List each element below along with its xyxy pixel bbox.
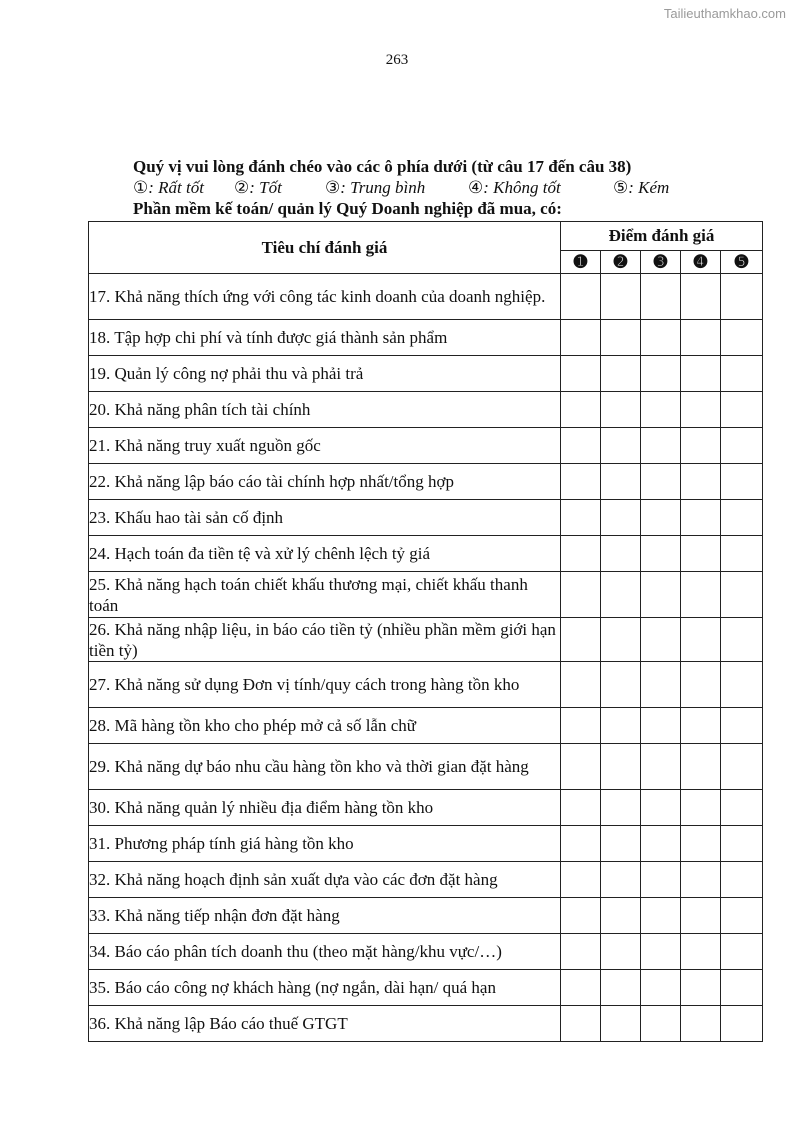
rating-checkbox-3[interactable]	[641, 970, 681, 1006]
rating-checkbox-2[interactable]	[601, 274, 641, 320]
rating-checkbox-2[interactable]	[601, 662, 641, 708]
rating-checkbox-2[interactable]	[601, 392, 641, 428]
rating-checkbox-4[interactable]	[681, 428, 721, 464]
rating-checkbox-2[interactable]	[601, 618, 641, 662]
rating-checkbox-1[interactable]	[561, 708, 601, 744]
rating-checkbox-1[interactable]	[561, 428, 601, 464]
intro-block	[133, 156, 773, 219]
score-col-5: ➎	[721, 251, 763, 274]
rating-checkbox-4[interactable]	[681, 356, 721, 392]
legend-item: ②: Tốt	[234, 178, 282, 197]
criterion-text: 26. Khả năng nhập liệu, in báo cáo tiền tỷ (nhiều phần mềm giới hạn tiền tỷ)	[89, 618, 561, 662]
rating-checkbox-2[interactable]	[601, 744, 641, 790]
criterion-text: 30. Khả năng quản lý nhiều địa điểm hàng tồn kho	[89, 790, 561, 826]
score-col-3: ➌	[641, 251, 681, 274]
rating-checkbox-5[interactable]	[721, 356, 763, 392]
table-row	[89, 970, 763, 1006]
rating-checkbox-4[interactable]	[681, 536, 721, 572]
criterion-text: 36. Khả năng lập Báo cáo thuế GTGT	[89, 1006, 561, 1042]
criterion-text: 28. Mã hàng tồn kho cho phép mở cả số lẫn chữ	[89, 708, 561, 744]
rating-checkbox-1[interactable]	[561, 464, 601, 500]
rating-checkbox-5[interactable]	[721, 500, 763, 536]
rating-checkbox-4[interactable]	[681, 898, 721, 934]
watermark: Tailieuthamkhao.com	[663, 6, 786, 21]
rating-checkbox-4[interactable]	[681, 662, 721, 708]
rating-checkbox-2[interactable]	[601, 898, 641, 934]
section-title: Phần mềm kế toán/ quản lý Quý Doanh nghiệp đã mua, có:	[133, 199, 562, 218]
rating-checkbox-5[interactable]	[721, 274, 763, 320]
table-row	[89, 790, 763, 826]
rating-checkbox-5[interactable]	[721, 392, 763, 428]
table-row	[89, 392, 763, 428]
criterion-text: 32. Khả năng hoạch định sản xuất dựa vào các đơn đặt hàng	[89, 862, 561, 898]
rating-checkbox-3[interactable]	[641, 934, 681, 970]
rating-checkbox-2[interactable]	[601, 536, 641, 572]
rating-legend	[133, 177, 773, 198]
rating-checkbox-3[interactable]	[641, 744, 681, 790]
rating-checkbox-2[interactable]	[601, 572, 641, 618]
rating-checkbox-3[interactable]	[641, 320, 681, 356]
rating-checkbox-4[interactable]	[681, 392, 721, 428]
rating-checkbox-5[interactable]	[721, 572, 763, 618]
rating-checkbox-4[interactable]	[681, 862, 721, 898]
rating-checkbox-5[interactable]	[721, 320, 763, 356]
rating-checkbox-2[interactable]	[601, 862, 641, 898]
rating-checkbox-1[interactable]	[561, 1006, 601, 1042]
table-row	[89, 898, 763, 934]
criterion-text: 24. Hạch toán đa tiền tệ và xử lý chênh lệch tỷ giá	[89, 536, 561, 572]
rating-checkbox-2[interactable]	[601, 934, 641, 970]
rating-checkbox-4[interactable]	[681, 934, 721, 970]
criteria-header: Tiêu chí đánh giá	[89, 222, 561, 274]
score-col-1: ➊	[561, 251, 601, 274]
rating-checkbox-4[interactable]	[681, 1006, 721, 1042]
rating-checkbox-4[interactable]	[681, 826, 721, 862]
rating-checkbox-1[interactable]	[561, 618, 601, 662]
rating-checkbox-3[interactable]	[641, 862, 681, 898]
criterion-text: 17. Khả năng thích ứng với công tác kinh doanh của doanh nghiệp.	[89, 274, 561, 320]
table-row	[89, 464, 763, 500]
rating-checkbox-3[interactable]	[641, 662, 681, 708]
criterion-text: 31. Phương pháp tính giá hàng tồn kho	[89, 826, 561, 862]
rating-checkbox-3[interactable]	[641, 536, 681, 572]
rating-checkbox-1[interactable]	[561, 934, 601, 970]
rating-checkbox-5[interactable]	[721, 1006, 763, 1042]
criterion-text: 25. Khả năng hạch toán chiết khấu thương mại, chiết khấu thanh toán	[89, 572, 561, 618]
rating-checkbox-5[interactable]	[721, 826, 763, 862]
rating-checkbox-4[interactable]	[681, 970, 721, 1006]
page-number: 263	[385, 52, 409, 68]
rating-checkbox-5[interactable]	[721, 970, 763, 1006]
rating-checkbox-1[interactable]	[561, 862, 601, 898]
rating-checkbox-5[interactable]	[721, 744, 763, 790]
rating-checkbox-2[interactable]	[601, 970, 641, 1006]
criterion-text: 29. Khả năng dự báo nhu cầu hàng tồn kho và thời gian đặt hàng	[89, 744, 561, 790]
rating-checkbox-5[interactable]	[721, 898, 763, 934]
legend-item: ①: Rất tốt	[133, 178, 204, 197]
score-col-4: ➍	[681, 251, 721, 274]
rating-checkbox-1[interactable]	[561, 662, 601, 708]
rating-checkbox-3[interactable]	[641, 898, 681, 934]
criterion-text: 19. Quản lý công nợ phải thu và phải trả	[89, 356, 561, 392]
rating-checkbox-3[interactable]	[641, 428, 681, 464]
rating-checkbox-5[interactable]	[721, 862, 763, 898]
rating-checkbox-1[interactable]	[561, 572, 601, 618]
rating-checkbox-3[interactable]	[641, 464, 681, 500]
instruction-text: Quý vị vui lòng đánh chéo vào các ô phía dưới (từ câu 17 đến câu 38)	[133, 157, 632, 176]
table-row	[89, 826, 763, 862]
rating-checkbox-5[interactable]	[721, 790, 763, 826]
rating-checkbox-4[interactable]	[681, 274, 721, 320]
rating-checkbox-3[interactable]	[641, 500, 681, 536]
table-row	[89, 708, 763, 744]
score-header: Điểm đánh giá	[561, 222, 763, 251]
rating-checkbox-2[interactable]	[601, 1006, 641, 1042]
rating-checkbox-3[interactable]	[641, 708, 681, 744]
rating-checkbox-1[interactable]	[561, 826, 601, 862]
rating-checkbox-3[interactable]	[641, 356, 681, 392]
rating-checkbox-1[interactable]	[561, 356, 601, 392]
rating-checkbox-2[interactable]	[601, 428, 641, 464]
criterion-text: 33. Khả năng tiếp nhận đơn đặt hàng	[89, 898, 561, 934]
table-row	[89, 274, 763, 320]
table-row	[89, 356, 763, 392]
table-row	[89, 862, 763, 898]
table-row	[89, 320, 763, 356]
rating-checkbox-4[interactable]	[681, 464, 721, 500]
rating-checkbox-4[interactable]	[681, 618, 721, 662]
rating-checkbox-3[interactable]	[641, 274, 681, 320]
rating-checkbox-1[interactable]	[561, 320, 601, 356]
rating-checkbox-3[interactable]	[641, 826, 681, 862]
rating-checkbox-1[interactable]	[561, 970, 601, 1006]
rating-checkbox-4[interactable]	[681, 744, 721, 790]
table-row	[89, 500, 763, 536]
legend-item: ⑤: Kém	[613, 178, 670, 197]
criterion-text: 34. Báo cáo phân tích doanh thu (theo mặt hàng/khu vực/…)	[89, 934, 561, 970]
rating-checkbox-5[interactable]	[721, 708, 763, 744]
table-row	[89, 428, 763, 464]
table-row	[89, 572, 763, 618]
rating-checkbox-1[interactable]	[561, 536, 601, 572]
rating-checkbox-2[interactable]	[601, 320, 641, 356]
rating-checkbox-5[interactable]	[721, 464, 763, 500]
rating-checkbox-2[interactable]	[601, 826, 641, 862]
rating-checkbox-2[interactable]	[601, 708, 641, 744]
rating-checkbox-4[interactable]	[681, 320, 721, 356]
rating-checkbox-1[interactable]	[561, 790, 601, 826]
rating-checkbox-3[interactable]	[641, 790, 681, 826]
criterion-text: 21. Khả năng truy xuất nguồn gốc	[89, 428, 561, 464]
rating-checkbox-1[interactable]	[561, 392, 601, 428]
table-row	[89, 536, 763, 572]
legend-item: ④: Không tốt	[468, 178, 561, 197]
table-row	[89, 618, 763, 662]
rating-checkbox-1[interactable]	[561, 500, 601, 536]
rating-checkbox-3[interactable]	[641, 618, 681, 662]
rating-checkbox-3[interactable]	[641, 392, 681, 428]
rating-checkbox-4[interactable]	[681, 790, 721, 826]
rating-checkbox-1[interactable]	[561, 744, 601, 790]
rating-checkbox-5[interactable]	[721, 536, 763, 572]
legend-item: ③: Trung bình	[325, 178, 426, 197]
rating-checkbox-2[interactable]	[601, 464, 641, 500]
rating-checkbox-3[interactable]	[641, 1006, 681, 1042]
rating-checkbox-4[interactable]	[681, 500, 721, 536]
rating-checkbox-5[interactable]	[721, 662, 763, 708]
rating-checkbox-2[interactable]	[601, 790, 641, 826]
rating-checkbox-1[interactable]	[561, 274, 601, 320]
criterion-text: 20. Khả năng phân tích tài chính	[89, 392, 561, 428]
criterion-text: 27. Khả năng sử dụng Đơn vị tính/quy cách trong hàng tồn kho	[89, 662, 561, 708]
table-row	[89, 662, 763, 708]
rating-checkbox-5[interactable]	[721, 428, 763, 464]
criterion-text: 22. Khả năng lập báo cáo tài chính hợp nhất/tổng hợp	[89, 464, 561, 500]
rating-checkbox-4[interactable]	[681, 572, 721, 618]
criterion-text: 18. Tập hợp chi phí và tính được giá thành sản phẩm	[89, 320, 561, 356]
criterion-text: 35. Báo cáo công nợ khách hàng (nợ ngắn, dài hạn/ quá hạn	[89, 970, 561, 1006]
rating-checkbox-3[interactable]	[641, 572, 681, 618]
table-row	[89, 934, 763, 970]
rating-checkbox-5[interactable]	[721, 934, 763, 970]
rating-checkbox-1[interactable]	[561, 898, 601, 934]
rating-checkbox-4[interactable]	[681, 708, 721, 744]
rating-checkbox-2[interactable]	[601, 500, 641, 536]
table-row	[89, 1006, 763, 1042]
criterion-text: 23. Khấu hao tài sản cố định	[89, 500, 561, 536]
rating-checkbox-5[interactable]	[721, 618, 763, 662]
evaluation-table	[88, 221, 763, 1042]
table-row	[89, 744, 763, 790]
rating-checkbox-2[interactable]	[601, 356, 641, 392]
score-col-2: ➋	[601, 251, 641, 274]
